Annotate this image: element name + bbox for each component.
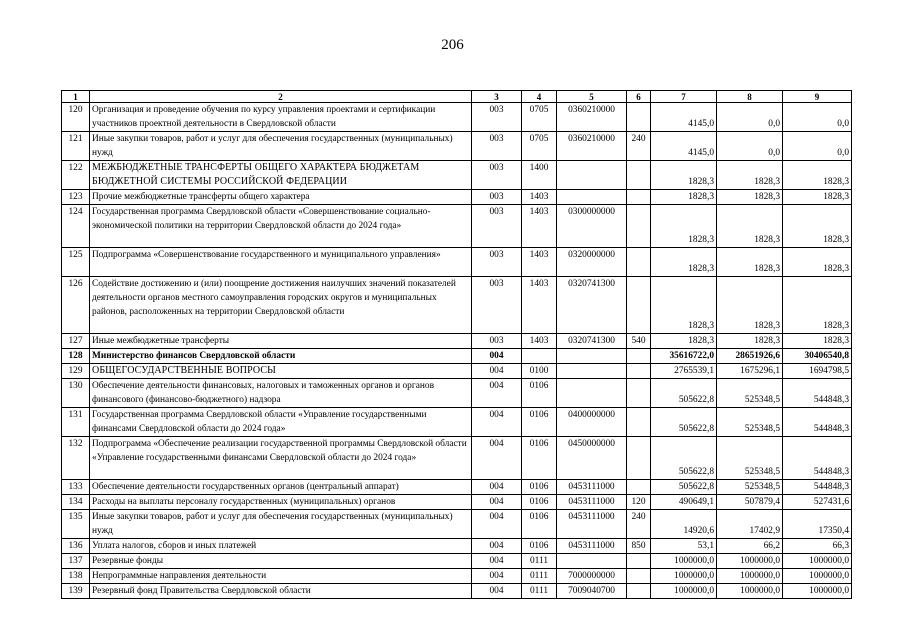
target-article-cell bbox=[557, 364, 627, 379]
amount-col7-cell: 35616722,0 bbox=[651, 349, 717, 364]
admin-code-cell: 004 bbox=[472, 539, 522, 554]
expense-type-cell bbox=[627, 379, 651, 408]
target-article-cell: 0320000000 bbox=[557, 248, 627, 277]
row-number-cell: 124 bbox=[62, 205, 90, 248]
target-article-cell: 0450000000 bbox=[557, 437, 627, 480]
amount-col8-cell: 525348,5 bbox=[717, 379, 783, 408]
row-name-cell: МЕЖБЮДЖЕТНЫЕ ТРАНСФЕРТЫ ОБЩЕГО ХАРАКТЕРА БЮДЖЕТАМ БЮДЖЕТНОЙ СИСТЕМЫ РОССИЙСКОЙ ФЕДЕРАЦИИ bbox=[90, 161, 472, 190]
amount-col9-cell: 1000000,0 bbox=[783, 584, 852, 599]
table-row bbox=[62, 554, 852, 569]
admin-code-cell: 003 bbox=[472, 277, 522, 334]
target-article-cell bbox=[557, 161, 627, 190]
row-number-cell: 136 bbox=[62, 539, 90, 554]
row-name-cell: Непрограммные направления деятельности bbox=[90, 569, 472, 584]
table-row bbox=[62, 205, 852, 248]
amount-col8-cell: 1000000,0 bbox=[717, 569, 783, 584]
amount-col9-cell: 17350,4 bbox=[783, 510, 852, 539]
row-name-cell: Подпрограмма «Обеспечение реализации государственной программы Свердловской области «Управление государственными финансами Свердловской области до 2024 года» bbox=[90, 437, 472, 480]
expense-type-cell bbox=[627, 103, 651, 132]
admin-code-cell: 004 bbox=[472, 437, 522, 480]
table-row bbox=[62, 379, 852, 408]
amount-col7-cell: 505622,8 bbox=[651, 480, 717, 495]
expense-type-cell bbox=[627, 569, 651, 584]
target-article-cell: 0453111000 bbox=[557, 539, 627, 554]
amount-col9-cell: 66,3 bbox=[783, 539, 852, 554]
amount-col8-cell: 1000000,0 bbox=[717, 554, 783, 569]
row-name-cell: Содействие достижению и (или) поощрение достижения наилучших значений показателей деятельности органов местного самоуправления городских округов и муниципальных районов, расположенных на территории Свердловской области bbox=[90, 277, 472, 334]
admin-code-cell: 004 bbox=[472, 495, 522, 510]
target-article-cell: 0320741300 bbox=[557, 334, 627, 349]
amount-col9-cell: 1000000,0 bbox=[783, 569, 852, 584]
admin-code-cell: 003 bbox=[472, 248, 522, 277]
amount-col7-cell: 1828,3 bbox=[651, 277, 717, 334]
section-code-cell: 0106 bbox=[522, 480, 557, 495]
expense-type-cell bbox=[627, 277, 651, 334]
row-number-cell: 128 bbox=[62, 349, 90, 364]
section-code-cell: 1403 bbox=[522, 190, 557, 205]
amount-col9-cell: 0,0 bbox=[783, 103, 852, 132]
admin-code-cell: 004 bbox=[472, 554, 522, 569]
section-code-cell: 1403 bbox=[522, 334, 557, 349]
row-name-cell: Министерство финансов Свердловской области bbox=[90, 349, 472, 364]
amount-col9-cell: 527431,6 bbox=[783, 495, 852, 510]
table-row bbox=[62, 277, 852, 334]
amount-col8-cell: 1675296,1 bbox=[717, 364, 783, 379]
target-article-cell: 0360210000 bbox=[557, 103, 627, 132]
row-number-cell: 122 bbox=[62, 161, 90, 190]
amount-col8-cell: 1828,3 bbox=[717, 161, 783, 190]
column-header: 4 bbox=[522, 91, 557, 103]
row-name-cell: Обеспечение деятельности финансовых, налоговых и таможенных органов и органов финансового (финансово-бюджетного) надзора bbox=[90, 379, 472, 408]
section-code-cell: 0111 bbox=[522, 554, 557, 569]
table-row bbox=[62, 539, 852, 554]
row-name-cell: Обеспечение деятельности государственных органов (центральный аппарат) bbox=[90, 480, 472, 495]
section-code-cell: 1400 bbox=[522, 161, 557, 190]
amount-col8-cell: 525348,5 bbox=[717, 480, 783, 495]
target-article-cell: 0320741300 bbox=[557, 277, 627, 334]
amount-col8-cell: 28651926,6 bbox=[717, 349, 783, 364]
admin-code-cell: 003 bbox=[472, 334, 522, 349]
column-header: 8 bbox=[717, 91, 783, 103]
target-article-cell: 0400000000 bbox=[557, 408, 627, 437]
row-number-cell: 121 bbox=[62, 132, 90, 161]
row-number-cell: 129 bbox=[62, 364, 90, 379]
amount-col7-cell: 53,1 bbox=[651, 539, 717, 554]
expense-type-cell bbox=[627, 480, 651, 495]
amount-col9-cell: 1694798,5 bbox=[783, 364, 852, 379]
table-row bbox=[62, 349, 852, 364]
column-header: 3 bbox=[472, 91, 522, 103]
amount-col9-cell: 544848,3 bbox=[783, 379, 852, 408]
row-name-cell: Резервные фонды bbox=[90, 554, 472, 569]
amount-col7-cell: 1828,3 bbox=[651, 161, 717, 190]
amount-col9-cell: 1828,3 bbox=[783, 248, 852, 277]
row-number-cell: 123 bbox=[62, 190, 90, 205]
column-header: 7 bbox=[651, 91, 717, 103]
amount-col9-cell: 1000000,0 bbox=[783, 554, 852, 569]
table-row bbox=[62, 161, 852, 190]
target-article-cell: 0453111000 bbox=[557, 510, 627, 539]
expense-type-cell bbox=[627, 161, 651, 190]
target-article-cell bbox=[557, 379, 627, 408]
table-row bbox=[62, 103, 852, 132]
table-row bbox=[62, 334, 852, 349]
amount-col8-cell: 525348,5 bbox=[717, 408, 783, 437]
amount-col8-cell: 1828,3 bbox=[717, 334, 783, 349]
table-row bbox=[62, 569, 852, 584]
admin-code-cell: 003 bbox=[472, 103, 522, 132]
amount-col7-cell: 4145,0 bbox=[651, 103, 717, 132]
expense-type-cell: 540 bbox=[627, 334, 651, 349]
amount-col9-cell: 1828,3 bbox=[783, 161, 852, 190]
section-code-cell: 0705 bbox=[522, 132, 557, 161]
row-name-cell: Иные закупки товаров, работ и услуг для обеспечения государственных (муниципальных) нужд bbox=[90, 132, 472, 161]
target-article-cell: 0453111000 bbox=[557, 480, 627, 495]
admin-code-cell: 004 bbox=[472, 364, 522, 379]
amount-col8-cell: 1828,3 bbox=[717, 205, 783, 248]
amount-col9-cell: 1828,3 bbox=[783, 277, 852, 334]
amount-col8-cell: 1828,3 bbox=[717, 190, 783, 205]
row-number-cell: 132 bbox=[62, 437, 90, 480]
row-name-cell: Прочие межбюджетные трансферты общего характера bbox=[90, 190, 472, 205]
row-number-cell: 135 bbox=[62, 510, 90, 539]
row-number-cell: 126 bbox=[62, 277, 90, 334]
amount-col8-cell: 0,0 bbox=[717, 132, 783, 161]
amount-col9-cell: 0,0 bbox=[783, 132, 852, 161]
admin-code-cell: 004 bbox=[472, 480, 522, 495]
row-number-cell: 120 bbox=[62, 103, 90, 132]
table-row bbox=[62, 364, 852, 379]
section-code-cell: 1403 bbox=[522, 277, 557, 334]
admin-code-cell: 004 bbox=[472, 408, 522, 437]
column-header: 6 bbox=[627, 91, 651, 103]
amount-col7-cell: 1828,3 bbox=[651, 190, 717, 205]
row-name-cell: Подпрограмма «Совершенствование государственного и муниципального управления» bbox=[90, 248, 472, 277]
amount-col9-cell: 1828,3 bbox=[783, 205, 852, 248]
expense-type-cell bbox=[627, 349, 651, 364]
expense-type-cell: 240 bbox=[627, 510, 651, 539]
amount-col8-cell: 0,0 bbox=[717, 103, 783, 132]
target-article-cell: 7009040700 bbox=[557, 584, 627, 599]
expense-type-cell bbox=[627, 584, 651, 599]
row-name-cell: Расходы на выплаты персоналу государственных (муниципальных) органов bbox=[90, 495, 472, 510]
table-row bbox=[62, 437, 852, 480]
section-code-cell: 0705 bbox=[522, 103, 557, 132]
row-name-cell: Уплата налогов, сборов и иных платежей bbox=[90, 539, 472, 554]
row-name-cell: Государственная программа Свердловской области «Управление государственными финансами Свердловской области до 2024 года» bbox=[90, 408, 472, 437]
table-row bbox=[62, 248, 852, 277]
expense-type-cell: 240 bbox=[627, 132, 651, 161]
section-code-cell bbox=[522, 349, 557, 364]
row-number-cell: 131 bbox=[62, 408, 90, 437]
target-article-cell bbox=[557, 554, 627, 569]
table-body bbox=[62, 103, 852, 599]
column-header: 2 bbox=[90, 91, 472, 103]
amount-col9-cell: 544848,3 bbox=[783, 437, 852, 480]
table-row bbox=[62, 495, 852, 510]
amount-col7-cell: 505622,8 bbox=[651, 408, 717, 437]
amount-col7-cell: 490649,1 bbox=[651, 495, 717, 510]
target-article-cell: 0360210000 bbox=[557, 132, 627, 161]
amount-col8-cell: 1000000,0 bbox=[717, 584, 783, 599]
table-row bbox=[62, 408, 852, 437]
column-header: 9 bbox=[783, 91, 852, 103]
section-code-cell: 0106 bbox=[522, 379, 557, 408]
row-number-cell: 138 bbox=[62, 569, 90, 584]
amount-col7-cell: 505622,8 bbox=[651, 379, 717, 408]
amount-col7-cell: 1828,3 bbox=[651, 205, 717, 248]
section-code-cell: 1403 bbox=[522, 205, 557, 248]
amount-col9-cell: 544848,3 bbox=[783, 480, 852, 495]
section-code-cell: 0106 bbox=[522, 510, 557, 539]
row-name-cell: Организация и проведение обучения по курсу управления проектами и сертификации участников проектной деятельности в Свердловской области bbox=[90, 103, 472, 132]
section-code-cell: 0106 bbox=[522, 437, 557, 480]
amount-col8-cell: 1828,3 bbox=[717, 277, 783, 334]
table-row bbox=[62, 190, 852, 205]
column-header: 5 bbox=[557, 91, 627, 103]
amount-col7-cell: 2765539,1 bbox=[651, 364, 717, 379]
amount-col7-cell: 1000000,0 bbox=[651, 569, 717, 584]
target-article-cell: 0300000000 bbox=[557, 205, 627, 248]
column-header: 1 bbox=[62, 91, 90, 103]
expense-type-cell bbox=[627, 364, 651, 379]
amount-col7-cell: 4145,0 bbox=[651, 132, 717, 161]
expense-type-cell bbox=[627, 408, 651, 437]
expense-type-cell: 850 bbox=[627, 539, 651, 554]
target-article-cell: 7000000000 bbox=[557, 569, 627, 584]
target-article-cell bbox=[557, 190, 627, 205]
row-number-cell: 130 bbox=[62, 379, 90, 408]
amount-col9-cell: 30406540,8 bbox=[783, 349, 852, 364]
page-number: 206 bbox=[441, 37, 464, 53]
amount-col7-cell: 505622,8 bbox=[651, 437, 717, 480]
table-row bbox=[62, 132, 852, 161]
amount-col7-cell: 1000000,0 bbox=[651, 584, 717, 599]
row-name-cell: ОБЩЕГОСУДАРСТВЕННЫЕ ВОПРОСЫ bbox=[90, 364, 472, 379]
amount-col8-cell: 17402,9 bbox=[717, 510, 783, 539]
section-code-cell: 0106 bbox=[522, 539, 557, 554]
amount-col8-cell: 507879,4 bbox=[717, 495, 783, 510]
amount-col7-cell: 1828,3 bbox=[651, 248, 717, 277]
table-row bbox=[62, 584, 852, 599]
amount-col7-cell: 1828,3 bbox=[651, 334, 717, 349]
admin-code-cell: 004 bbox=[472, 569, 522, 584]
row-number-cell: 133 bbox=[62, 480, 90, 495]
section-code-cell: 0100 bbox=[522, 364, 557, 379]
section-code-cell: 0106 bbox=[522, 408, 557, 437]
budget-table bbox=[61, 90, 852, 599]
section-code-cell: 0111 bbox=[522, 569, 557, 584]
row-number-cell: 137 bbox=[62, 554, 90, 569]
admin-code-cell: 004 bbox=[472, 584, 522, 599]
row-name-cell: Резервный фонд Правительства Свердловской области bbox=[90, 584, 472, 599]
row-number-cell: 139 bbox=[62, 584, 90, 599]
amount-col9-cell: 1828,3 bbox=[783, 334, 852, 349]
admin-code-cell: 004 bbox=[472, 510, 522, 539]
section-code-cell: 0106 bbox=[522, 495, 557, 510]
admin-code-cell: 003 bbox=[472, 161, 522, 190]
target-article-cell: 0453111000 bbox=[557, 495, 627, 510]
admin-code-cell: 003 bbox=[472, 205, 522, 248]
row-number-cell: 125 bbox=[62, 248, 90, 277]
expense-type-cell bbox=[627, 248, 651, 277]
table-row bbox=[62, 480, 852, 495]
expense-type-cell: 120 bbox=[627, 495, 651, 510]
section-code-cell: 1403 bbox=[522, 248, 557, 277]
admin-code-cell: 004 bbox=[472, 379, 522, 408]
admin-code-cell: 003 bbox=[472, 190, 522, 205]
amount-col9-cell: 1828,3 bbox=[783, 190, 852, 205]
row-name-cell: Иные межбюджетные трансферты bbox=[90, 334, 472, 349]
amount-col7-cell: 14920,6 bbox=[651, 510, 717, 539]
amount-col7-cell: 1000000,0 bbox=[651, 554, 717, 569]
row-name-cell: Иные закупки товаров, работ и услуг для обеспечения государственных (муниципальных) нужд bbox=[90, 510, 472, 539]
row-number-cell: 134 bbox=[62, 495, 90, 510]
header-row bbox=[62, 91, 852, 103]
admin-code-cell: 003 bbox=[472, 132, 522, 161]
expense-type-cell bbox=[627, 190, 651, 205]
amount-col9-cell: 544848,3 bbox=[783, 408, 852, 437]
table-row bbox=[62, 510, 852, 539]
amount-col8-cell: 525348,5 bbox=[717, 437, 783, 480]
row-name-cell: Государственная программа Свердловской области «Совершенствование социально-экономической политики на территории Свердловской области до 2024 года» bbox=[90, 205, 472, 248]
row-number-cell: 127 bbox=[62, 334, 90, 349]
section-code-cell: 0111 bbox=[522, 584, 557, 599]
admin-code-cell: 004 bbox=[472, 349, 522, 364]
amount-col8-cell: 1828,3 bbox=[717, 248, 783, 277]
expense-type-cell bbox=[627, 554, 651, 569]
amount-col8-cell: 66,2 bbox=[717, 539, 783, 554]
target-article-cell bbox=[557, 349, 627, 364]
expense-type-cell bbox=[627, 205, 651, 248]
expense-type-cell bbox=[627, 437, 651, 480]
